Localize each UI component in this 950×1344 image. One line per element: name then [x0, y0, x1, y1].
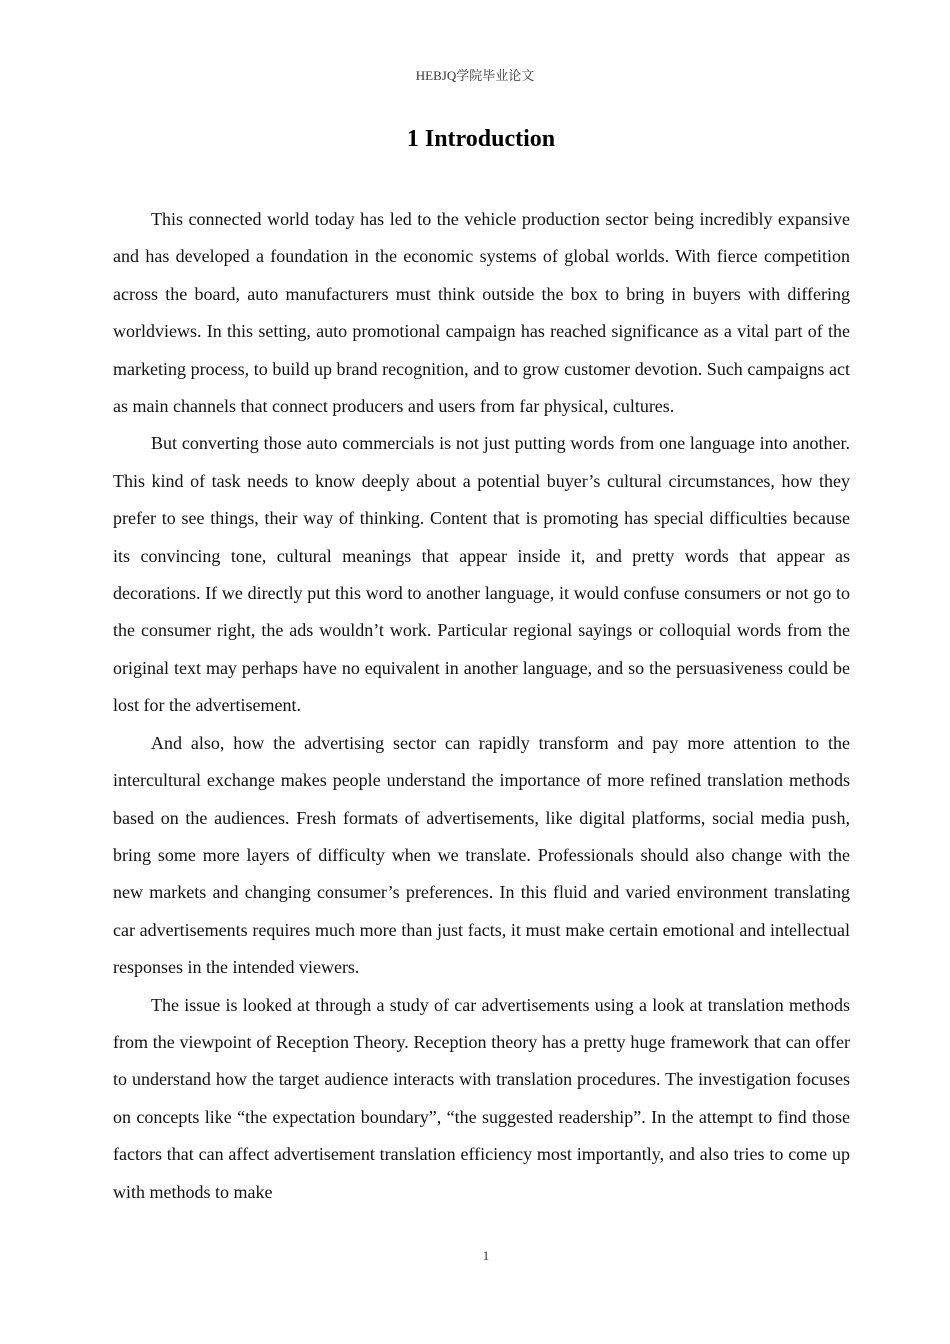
paragraph: The issue is looked at through a study of car advertisements using a look at translation methods from the viewpoint of Reception Theory. Reception theory has a pretty huge framework that can offer to understand how the target audience interacts with translation procedures. The investigation focuses on concepts like “the expectation boundary”, “the suggested readership”. In the attempt to find those factors that can affect advertisement translation efficiency most importantly, and also tries to come up with methods to make: [113, 994, 850, 1202]
chapter-title: 1 Introduction: [406, 126, 556, 152]
paragraph: And also, how the advertising sector can rapidly transform and pay more attention to the intercultural exchange makes people understand the importance of more refined translation methods based on the audiences. Fresh formats of advertisements, like digital platforms, social media push, bring some more layers of difficulty when we translate. Professionals should also change with the new markets and changing consumer’s preferences. In this fluid and varied environment translating car advertisements requires much more than just facts, it must make certain emotional and intellectual responses in the intended viewers.: [113, 732, 850, 978]
page-number: 1: [482, 1248, 490, 1263]
running-header: HEBJQ学院毕业论文: [415, 68, 535, 83]
paragraph: This connected world today has led to the vehicle production sector being incredibly expansive and has developed a foundation in the economic systems of global worlds. With fierce competition across the board, auto manufacturers must think outside the box to bring in buyers with differing worldviews. In this setting, auto promotional campaign has reached significance as a vital part of the marketing process, to build up brand recognition, and to grow customer devotion. Such campaigns act as main channels that connect producers and users from far physical, cultures.: [113, 209, 850, 417]
body-text: [113, 201, 850, 1211]
paragraph: But converting those auto commercials is not just putting words from one language into another. This kind of task needs to know deeply about a potential buyer’s cultural circumstances, how they prefer to see things, their way of thinking. Content that is promoting has special difficulties because its convincing tone, cultural meanings that appear inside it, and pretty words that appear as decorations. If we directly put this word to another language, it would confuse consumers or not go to the consumer right, the ads wouldn’t work. Particular regional sayings or colloquial words from the original text may perhaps have no equivalent in another language, and so the persuasiveness could be lost for the advertisement.: [113, 433, 850, 716]
